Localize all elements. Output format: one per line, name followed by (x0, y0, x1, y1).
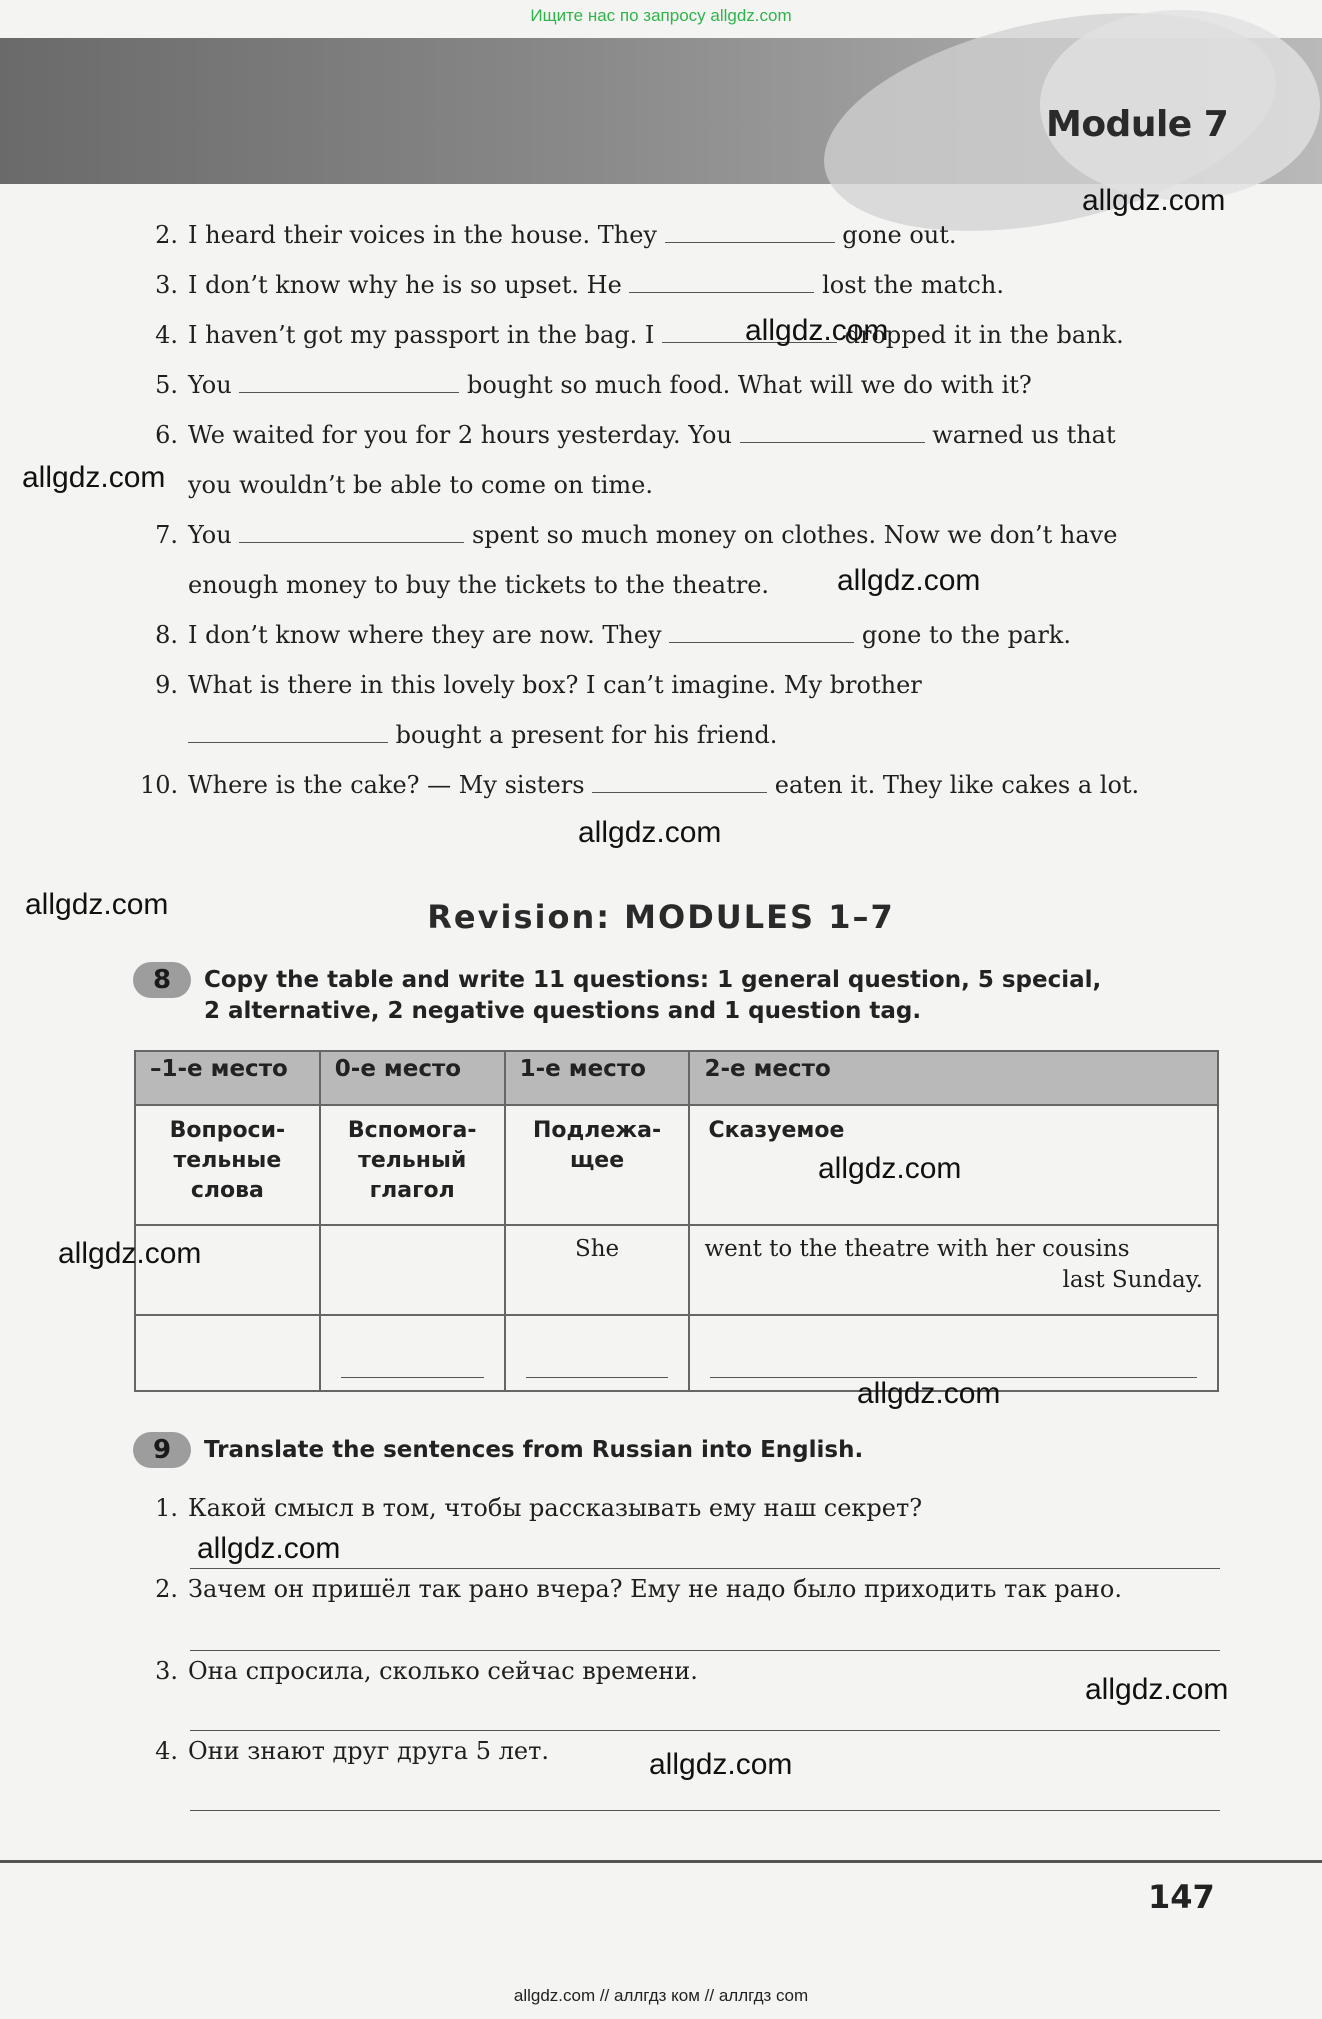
exercise-line-continued: enough money to buy the tickets to the theatre. (188, 571, 770, 599)
watermark: allgdz.com (197, 1532, 341, 1565)
footer-links[interactable]: allgdz.com // аллгдз ком // аллгдз com (513, 1986, 809, 2005)
exercise-line: 7. You spent so much money on clothes. Now we don’t have (155, 521, 1118, 549)
table-cell (135, 1315, 320, 1391)
watermark: allgdz.com (1082, 184, 1226, 217)
exercise-line: 4. Они знают друг друга 5 лет. (155, 1737, 549, 1765)
exercise-line: 10. Where is the cake? — My sisters eaten it. They like cakes a lot. (140, 771, 1140, 799)
exercise-line: 2. I heard their voices in the house. They gone out. (155, 221, 957, 249)
watermark: allgdz.com (25, 888, 169, 921)
exercise-line: 8. I don’t know where they are now. They gone to the park. (155, 621, 1071, 649)
bottom-divider (0, 1860, 1322, 1863)
module-title: Module 7 (1046, 104, 1229, 145)
watermark: allgdz.com (745, 314, 889, 347)
table-header: 2-е место (689, 1051, 1218, 1105)
exercise-line: 2. Зачем он пришёл так рано вчера? Ему не надо было приходить так рано. (155, 1575, 1123, 1603)
table-cell: She (505, 1225, 690, 1315)
exercise-line: 6. We waited for you for 2 hours yesterday. You warned us that (155, 421, 1116, 449)
watermark: allgdz.com (818, 1152, 962, 1185)
exercise-line: 9. What is there in this lovely box? I can’t imagine. My brother (155, 671, 922, 699)
revision-title: Revision: MODULES 1–7 (427, 898, 895, 936)
task-instruction: Copy the table and write 11 questions: 1 general question, 5 special, 2 alternative, 2 negative questions and 1 question tag. (204, 967, 1102, 1024)
watermark: allgdz.com (1085, 1673, 1229, 1706)
table-cell: Вопроси-тельные слова (135, 1105, 320, 1225)
task-number-badge: 9 (133, 1432, 191, 1468)
answer-line (190, 1568, 1220, 1569)
table-cell (320, 1225, 505, 1315)
table-cell: Сказуемое (689, 1105, 1218, 1225)
task-number-badge: 8 (133, 962, 191, 998)
watermark: allgdz.com (22, 461, 166, 494)
page-number: 147 (1148, 1878, 1215, 1916)
exercise-line: 5. You bought so much food. What will we do with it? (155, 371, 1032, 399)
exercise-line: 4. I haven’t got my passport in the bag. I dropped it in the bank. (155, 321, 1124, 349)
answer-line (190, 1730, 1220, 1731)
table-header: 1-е место (505, 1051, 690, 1105)
exercise-line: 1. Какой смысл в том, чтобы рассказывать ему наш секрет? (155, 1494, 923, 1522)
question-word-order-table (134, 1050, 1219, 1392)
table-cell: Вспомога-тельный глагол (320, 1105, 505, 1225)
exercise-line: 3. Она спросила, сколько сейчас времени. (155, 1657, 698, 1685)
task-instruction: Translate the sentences from Russian into English. (204, 1437, 864, 1463)
table-cell: Подлежа-щее (505, 1105, 690, 1225)
table-header: 0-е место (320, 1051, 505, 1105)
watermark: allgdz.com (649, 1748, 793, 1781)
exercise-line-continued: bought a present for his friend. (188, 720, 777, 750)
table-cell: went to the theatre with her cousins last Sunday. (689, 1225, 1218, 1315)
table-cell (505, 1315, 690, 1391)
watermark: allgdz.com (857, 1377, 1001, 1410)
watermark: allgdz.com (578, 816, 722, 849)
answer-line (190, 1650, 1220, 1651)
top-banner[interactable]: Ищите нас по запросу allgdz.com (530, 6, 792, 25)
watermark: allgdz.com (837, 564, 981, 597)
exercise-line-continued: you wouldn’t be able to come on time. (188, 471, 653, 499)
exercise-line: 3. I don’t know why he is so upset. He lost the match. (155, 271, 1004, 299)
watermark: allgdz.com (58, 1237, 202, 1270)
answer-line (190, 1810, 1220, 1811)
table-header: –1-е место (135, 1051, 320, 1105)
table-cell (320, 1315, 505, 1391)
